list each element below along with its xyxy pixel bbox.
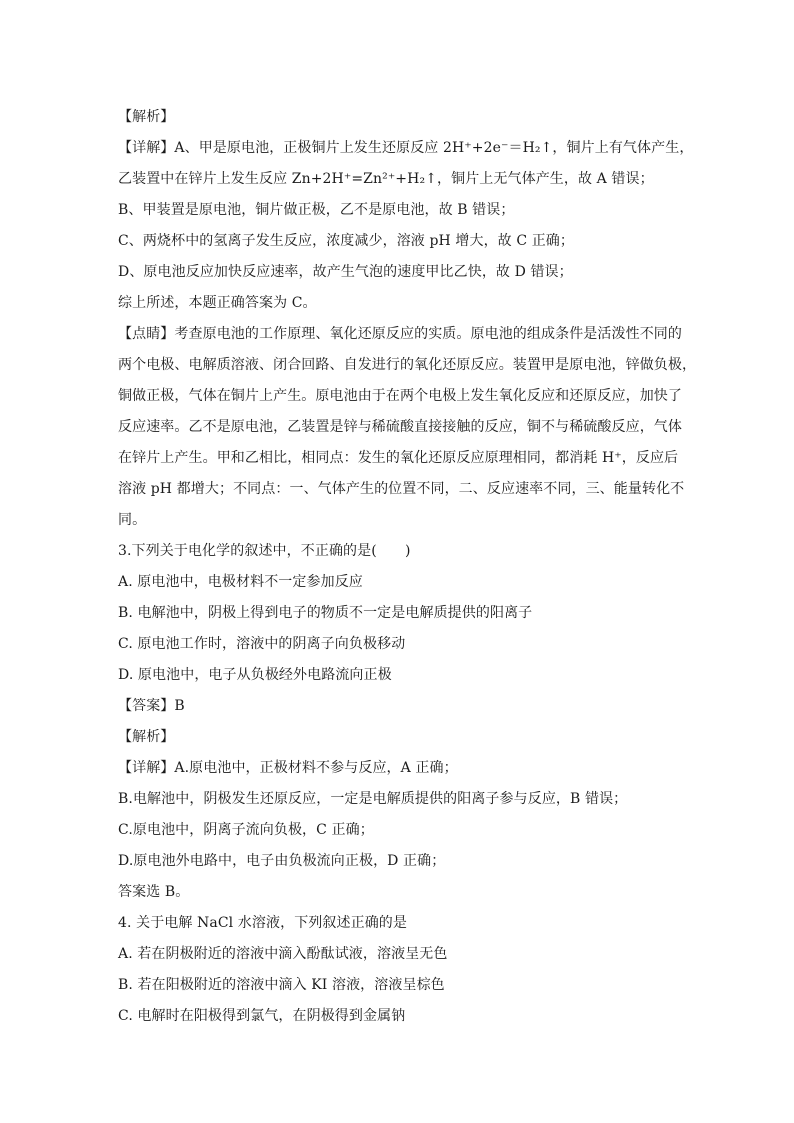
tip-line-5: 在锌片上产生。甲和乙相比，相同点：发生的氧化还原反应原理相同，都消耗 H⁺，反应后 [118,450,679,466]
question-3-detail-a: 【详解】A.原电池中，正极材料不参与反应，A 正确； [118,760,458,776]
detail-line-d: D、原电池反应加快反应速率，故产生气泡的速度甲比乙快，故 D 错误； [118,264,573,280]
detail-line-a-cont: 乙装置中在锌片上发生反应 Zn+2H⁺=Zn²⁺+H₂↑，铜片上无气体产生，故 A 错误； [118,171,654,187]
detail-line-c: C、两烧杯中的氢离子发生反应，浓度减少，溶液 pH 增大，故 C 正确； [118,233,574,249]
question-3-stem: 3.下列关于电化学的叙述中，不正确的是( ) [118,543,411,559]
question-3-option-b: B. 电解池中，阴极上得到电子的物质不一定是电解质提供的阳离子 [118,605,533,621]
question-3-detail-c: C.原电池中，阴离子流向负极，C 正确； [118,822,374,838]
section-heading-analysis: 【解析】 [118,109,175,125]
question-4-stem: 4. 关于电解 NaCl 水溶液，下列叙述正确的是 [118,915,407,931]
question-3-option-c: C. 原电池工作时，溶液中的阴离子向负极移动 [118,636,406,652]
question-4-option-a: A. 若在阴极附近的溶液中滴入酚酞试液，溶液呈无色 [118,946,448,962]
question-3-detail-b: B.电解池中，阴极发生还原反应，一定是电解质提供的阳离子参与反应，B 错误； [118,791,628,807]
tip-line-3: 铜做正极，气体在铜片上产生。原电池由于在两个电极上发生氧化反应和还原反应，加快了 [118,388,682,404]
tip-line-7: 同。 [118,512,147,528]
question-3-option-a: A. 原电池中，电极材料不一定参加反应 [118,574,363,590]
tip-line-4: 反应速率。乙不是原电池，乙装置是锌与稀硫酸直接接触的反应，铜不与稀硫酸反应，气体 [118,419,682,435]
question-3-conclusion: 答案选 B。 [118,884,190,900]
tip-line-1: 【点睛】考查原电池的工作原理、氧化还原反应的实质。原电池的组成条件是活泼性不同的 [118,326,682,342]
question-3-answer: 【答案】B [118,698,185,714]
question-3-detail-d: D.原电池外电路中，电子由负极流向正极，D 正确； [118,853,446,869]
question-3-analysis-heading: 【解析】 [118,729,175,745]
summary-line: 综上所述，本题正确答案为 C。 [118,295,317,311]
detail-line-b: B、甲装置是原电池，铜片做正极，乙不是原电池，故 B 错误； [118,202,515,218]
tip-line-2: 两个电极、电解质溶液、闭合回路、自发进行的氧化还原反应。装置甲是原电池，锌做负极， [118,357,697,373]
detail-line-a: 【详解】A、甲是原电池，正极铜片上发生还原反应 2H⁺+2e⁻＝H₂↑，铜片上有气体产生， [118,140,694,156]
question-4-option-c: C. 电解时在阳极得到氯气，在阴极得到金属钠 [118,1008,406,1024]
question-4-option-b: B. 若在阳极附近的溶液中滴入 KI 溶液，溶液呈棕色 [118,977,445,993]
document-page [118,102,697,1032]
question-3-option-d: D. 原电池中，电子从负极经外电路流向正极 [118,667,392,683]
tip-line-6: 溶液 pH 都增大；不同点：一、气体产生的位置不同，二、反应速率不同，三、能量转化不 [118,481,685,497]
